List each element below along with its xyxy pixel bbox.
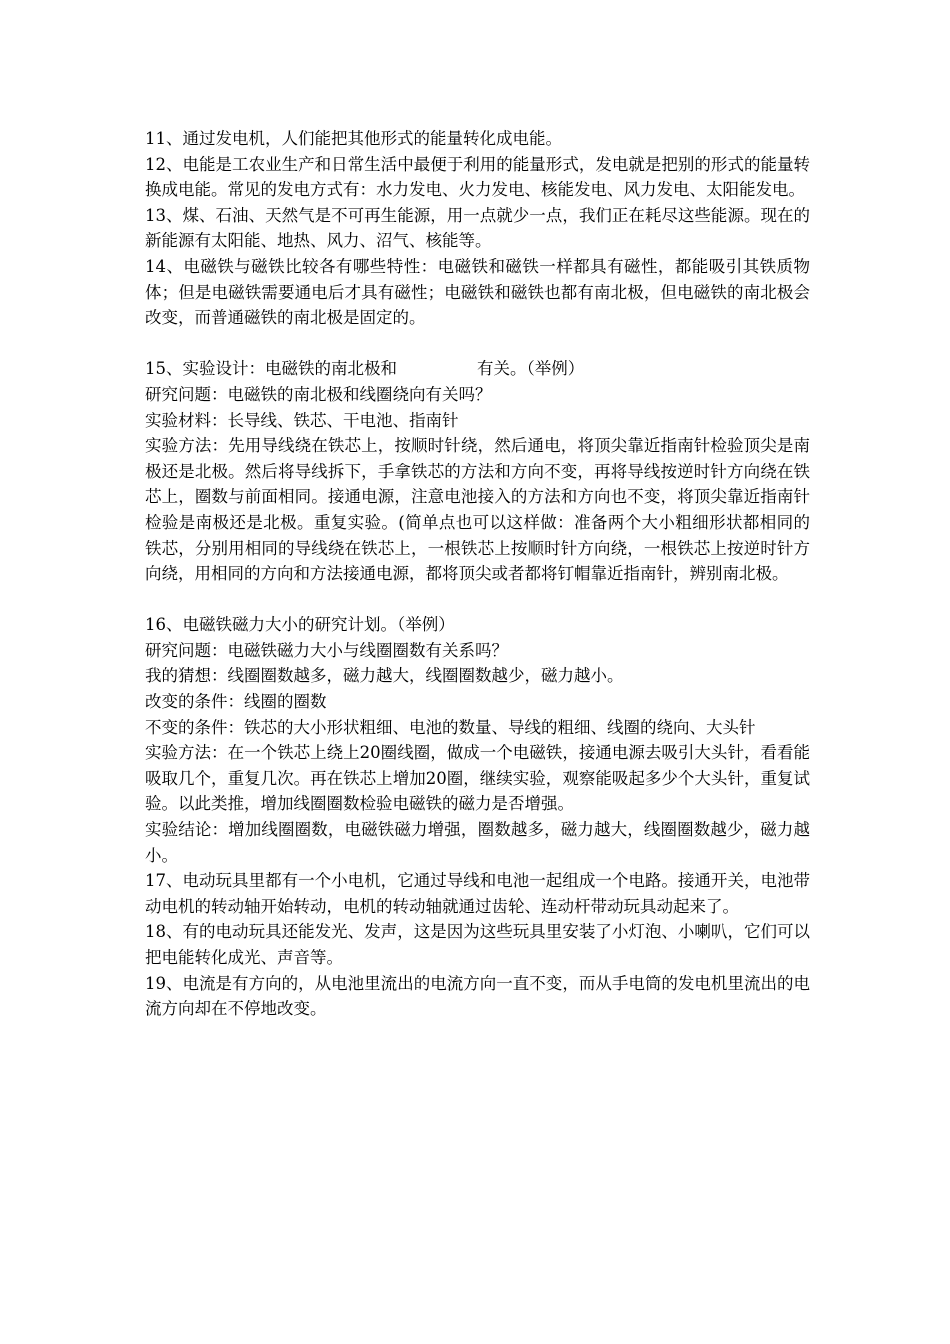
paragraph-11: 11、通过发电机，人们能把其他形式的能量转化成电能。 <box>145 129 562 148</box>
document-page <box>145 126 810 1022</box>
paragraph-19: 19、电流是有方向的，从电池里流出的电流方向一直不变，而从手电筒的发电机里流出的电流方向却在不停地改变。 <box>145 973 810 1019</box>
paragraph-16-question: 研究问题：电磁铁磁力大小与线圈圈数有关系吗？ <box>145 640 508 660</box>
paragraph-13: 13、煤、石油、天然气是不可再生能源，用一点就少一点，我们正在耗尽这些能源。现在的新能源有太阳能、地热、风力、沼气、核能等。 <box>145 205 810 251</box>
paragraph-gap <box>145 331 810 357</box>
paragraph-18: 18、有的电动玩具还能发光、发声，这是因为这些玩具里安装了小灯泡、小喇叭，它们可以把电能转化成光、声音等。 <box>145 922 810 967</box>
paragraph-16-method: 实验方法：在一个铁芯上绕上20圈线圈，做成一个电磁铁，接通电源去吸引大头针，看看能吸取几个，重复几次。再在铁芯上增加20圈，继续实验，观察能吸起多少个大头针，重复试验。以此类推，增加线圈圈数检验电磁铁的磁力是否增强。 <box>145 743 810 814</box>
paragraph-15-method: 实验方法：先用导线绕在铁芯上，按顺时针绕，然后通电，将顶尖靠近指南针检验顶尖是南极还是北极。然后将导线拆下，手拿铁芯的方法和方向不变，再将导线按逆时针方向绕在铁芯上，圈数与前面相同。接通电源，注意电池接入的方法和方向也不变，将顶尖靠近指南针检验是南极还是北极。重复实验。(简单点也可以这样做：准备两个大小粗细形状都相同的铁芯，分别用相同的导线绕在铁芯上，一根铁芯上按顺时针方向绕，一根铁芯上按逆时针方向绕，用相同的方向和方法接通电源，都将顶尖或者都将钉帽靠近指南针，辨别南北极。 <box>145 436 810 584</box>
paragraph-16-title: 16、电磁铁磁力大小的研究计划。（举例） <box>145 615 455 635</box>
paragraph-16-unchanged: 不变的条件：铁芯的大小形状粗细、电池的数量、导线的粗细、线圈的绕向、大头针 <box>145 717 756 737</box>
paragraph-gap <box>145 587 810 613</box>
paragraph-16-guess: 我的猜想：线圈圈数越多，磁力越大，线圈圈数越少，磁力越小。 <box>145 666 624 686</box>
paragraph-15-question: 研究问题：电磁铁的南北极和线圈绕向有关吗？ <box>145 384 492 404</box>
paragraph-15-title <box>145 356 810 382</box>
paragraph-15-title-end: 有关。（举例） <box>477 359 585 379</box>
paragraph-15-title-start: 15、实验设计：电磁铁的南北极和 <box>145 359 397 379</box>
paragraph-16-changed: 改变的条件：线圈的圈数 <box>145 692 327 712</box>
paragraph-16-conclusion: 实验结论：增加线圈圈数，电磁铁磁力增强，圈数越多，磁力越大，线圈圈数越少，磁力越小。 <box>145 820 810 865</box>
paragraph-14: 14、电磁铁与磁铁比较各有哪些特性：电磁铁和磁铁一样都具有磁性，都能吸引其铁质物体；但是电磁铁需要通电后才具有磁性；电磁铁和磁铁也都有南北极，但电磁铁的南北极会改变，而普通磁铁的南北极是固定的。 <box>145 256 810 328</box>
paragraph-15-materials: 实验材料：长导线、铁芯、干电池、指南针 <box>145 410 459 430</box>
paragraph-12: 12、电能是工农业生产和日常生活中最便于利用的能量形式，发电就是把别的形式的能量转换成电能。常见的发电方式有：水力发电、火力发电、核能发电、风力发电、太阳能发电。 <box>145 154 810 200</box>
paragraph-17: 17、电动玩具里都有一个小电机，它通过导线和电池一起组成一个电路。接通开关，电池带动电机的转动轴开始转动，电机的转动轴就通过齿轮、连动杆带动玩具动起来了。 <box>145 871 810 916</box>
